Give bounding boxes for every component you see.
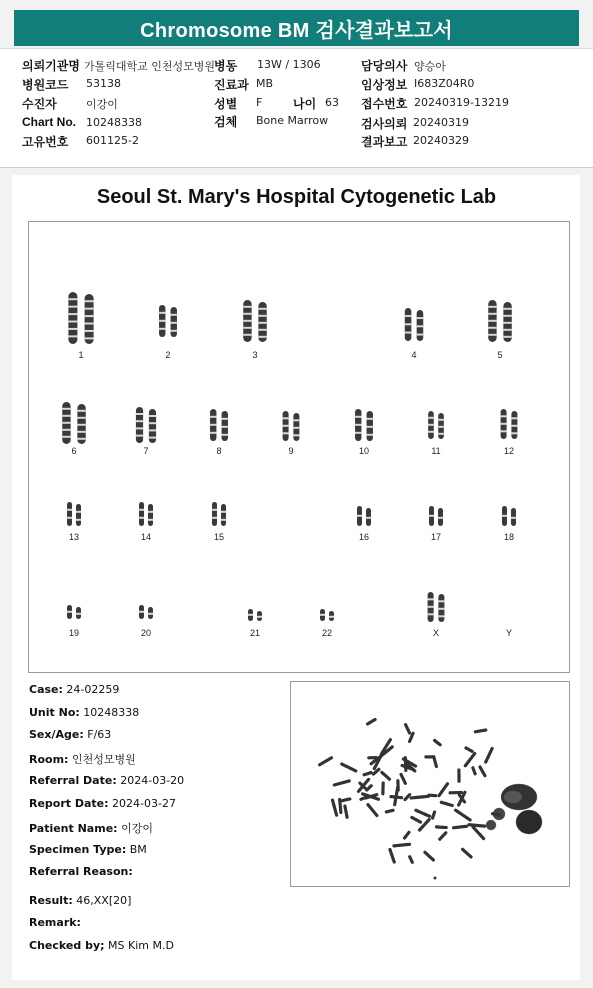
- checked-value: MS Kim M.D: [108, 939, 174, 952]
- chromosome-pair-15: [212, 502, 226, 526]
- checked-label: Checked by;: [29, 939, 105, 952]
- report-header: [14, 10, 579, 46]
- chromosome-pair-16: [357, 506, 371, 526]
- metaphase-image: [290, 681, 570, 887]
- result-line: [29, 894, 131, 907]
- refdate-label: Referral Date:: [29, 774, 117, 787]
- sexage-value: F/63: [87, 728, 112, 741]
- spec-line: [29, 843, 147, 856]
- chromosome-label-8: 8: [216, 446, 222, 456]
- chromosome-pair-x: [428, 592, 445, 622]
- chromosome-pair-20: [139, 605, 153, 619]
- metaphase-spread: [291, 682, 569, 886]
- unit-label: Unit No:: [29, 706, 80, 719]
- request-value: 20240319: [413, 116, 469, 129]
- repdate-line: [29, 797, 176, 810]
- chart-label: Chart No.: [22, 115, 76, 129]
- unit-line: [29, 706, 139, 719]
- doctor-label: 담당의사: [361, 59, 408, 73]
- chromosome-label-15: 15: [213, 532, 224, 542]
- chromosome-label-10: 10: [358, 446, 369, 456]
- case-line: [29, 683, 119, 696]
- pname-value: 이강이: [121, 822, 153, 835]
- hospcode-value: 53138: [86, 77, 121, 90]
- checked-line: [29, 939, 174, 952]
- chromosome-pair-11: [428, 411, 444, 439]
- case-label: Case:: [29, 683, 63, 696]
- chromosome-pair-21: [248, 609, 262, 621]
- refdate-value: 2024-03-20: [120, 774, 185, 787]
- refdate-line: [29, 774, 184, 787]
- chromosome-pair-9: [283, 411, 300, 441]
- receipt-label: 접수번호: [361, 97, 408, 111]
- chromosome-pair-1: [68, 292, 93, 344]
- ward-value: 13W / 1306: [257, 58, 321, 71]
- chromosome-pair-3: [243, 300, 267, 342]
- karyotype-image: [28, 221, 570, 673]
- chromosome-pair-18: [502, 506, 516, 526]
- chromosome-label-5: 5: [497, 350, 503, 360]
- chromosome-label-x: X: [432, 628, 439, 638]
- chromosome-pair-10: [355, 409, 373, 441]
- dept-value: MB: [256, 77, 274, 90]
- specimen-label: 검체: [214, 115, 238, 129]
- chromosome-label-7: 7: [143, 446, 149, 456]
- chromosome-pair-17: [429, 506, 443, 526]
- clinical-value: I683Z04R0: [414, 77, 475, 90]
- chromosome-label-9: 9: [288, 446, 294, 456]
- chromosome-pair-13: [67, 502, 81, 526]
- uid-label: 고유번호: [22, 135, 69, 149]
- case-value: 24-02259: [66, 683, 120, 696]
- chromosome-pair-22: [320, 609, 334, 621]
- chromosome-label-14: 14: [140, 532, 151, 542]
- dept-label: 진료과: [214, 78, 249, 92]
- chromosome-pair-12: [501, 409, 518, 439]
- result-label: Result:: [29, 894, 73, 907]
- pname-label: Patient Name:: [29, 822, 118, 835]
- sex-label: 성별: [214, 97, 238, 111]
- chromosome-pair-5: [488, 300, 512, 342]
- chromosome-label-6: 6: [71, 446, 77, 456]
- reason-label: Referral Reason:: [29, 865, 133, 878]
- spec-value: BM: [129, 843, 147, 856]
- chromosome-label-2: 2: [165, 350, 171, 360]
- sexage-line: [29, 728, 111, 741]
- uid-value: 601125-2: [86, 134, 139, 147]
- chromosome-pair-4: [405, 308, 423, 341]
- lab-title: Seoul St. Mary's Hospital Cytogenetic Lab: [96, 186, 497, 208]
- chromosome-label-21: 21: [249, 628, 260, 638]
- chromosome-pair-7: [136, 407, 156, 443]
- unit-value: 10248338: [83, 706, 140, 719]
- age-label: 나이: [293, 97, 317, 111]
- sexage-label: Sex/Age:: [29, 728, 84, 741]
- receipt-value: 20240319-13219: [414, 96, 509, 109]
- spec-label: Specimen Type:: [29, 843, 127, 856]
- inst-label: 의뢰기관명: [22, 59, 80, 73]
- chromosome-label-3: 3: [252, 350, 258, 360]
- request-label: 검사의뢰: [361, 117, 408, 131]
- chromosome-pair-14: [139, 502, 153, 526]
- inst-value: 가톨릭대학교 인천성모병원: [84, 60, 216, 73]
- remark-label: Remark:: [29, 916, 81, 929]
- chromosome-label-19: 19: [68, 628, 79, 638]
- chromosome-label-12: 12: [503, 446, 514, 456]
- patient-label: 수진자: [22, 97, 57, 111]
- report-title: Chromosome BM 검사결과보고서: [140, 19, 453, 42]
- chromosome-label-17: 17: [430, 532, 441, 542]
- chart-value: 10248338: [86, 116, 142, 129]
- repdate-label: Report Date:: [29, 797, 109, 810]
- chromosome-pair-6: [62, 402, 86, 444]
- room-value: 인천성모병원: [71, 753, 136, 766]
- chromosome-label-16: 16: [358, 532, 369, 542]
- patient-info-panel: [0, 48, 593, 168]
- chromosome-label-20: 20: [140, 628, 151, 638]
- chromosome-label-1: 1: [78, 350, 84, 360]
- repdate-value: 2024-03-27: [112, 797, 176, 810]
- sex-value: F: [256, 96, 263, 109]
- reason-line: [29, 865, 133, 878]
- chromosome-pair-8: [210, 409, 228, 441]
- chromosome-pair-2: [159, 305, 177, 337]
- chromosome-pair-19: [67, 605, 81, 619]
- chromosome-label-11: 11: [431, 446, 441, 456]
- chromosome-label-y: Y: [505, 628, 512, 638]
- clinical-label: 임상정보: [361, 78, 408, 92]
- pname-line: [29, 820, 153, 836]
- chromosome-label-22: 22: [321, 628, 332, 638]
- chromosome-label-13: 13: [68, 532, 79, 542]
- specimen-value: Bone Marrow: [256, 114, 329, 127]
- room-line: [29, 751, 136, 767]
- report-label: 결과보고: [361, 135, 408, 149]
- hospcode-label: 병원코드: [22, 78, 69, 92]
- doctor-value: 양승아: [414, 60, 446, 73]
- chromosome-label-4: 4: [411, 350, 417, 360]
- age-value: 63: [325, 96, 339, 109]
- report-value: 20240329: [413, 134, 469, 147]
- remark-line: [29, 916, 81, 929]
- ward-label: 병동: [214, 59, 238, 73]
- patient-value: 이강이: [86, 98, 118, 111]
- result-value: 46,XX[20]: [76, 894, 132, 907]
- room-label: Room:: [29, 753, 69, 766]
- chromosome-label-18: 18: [503, 532, 514, 542]
